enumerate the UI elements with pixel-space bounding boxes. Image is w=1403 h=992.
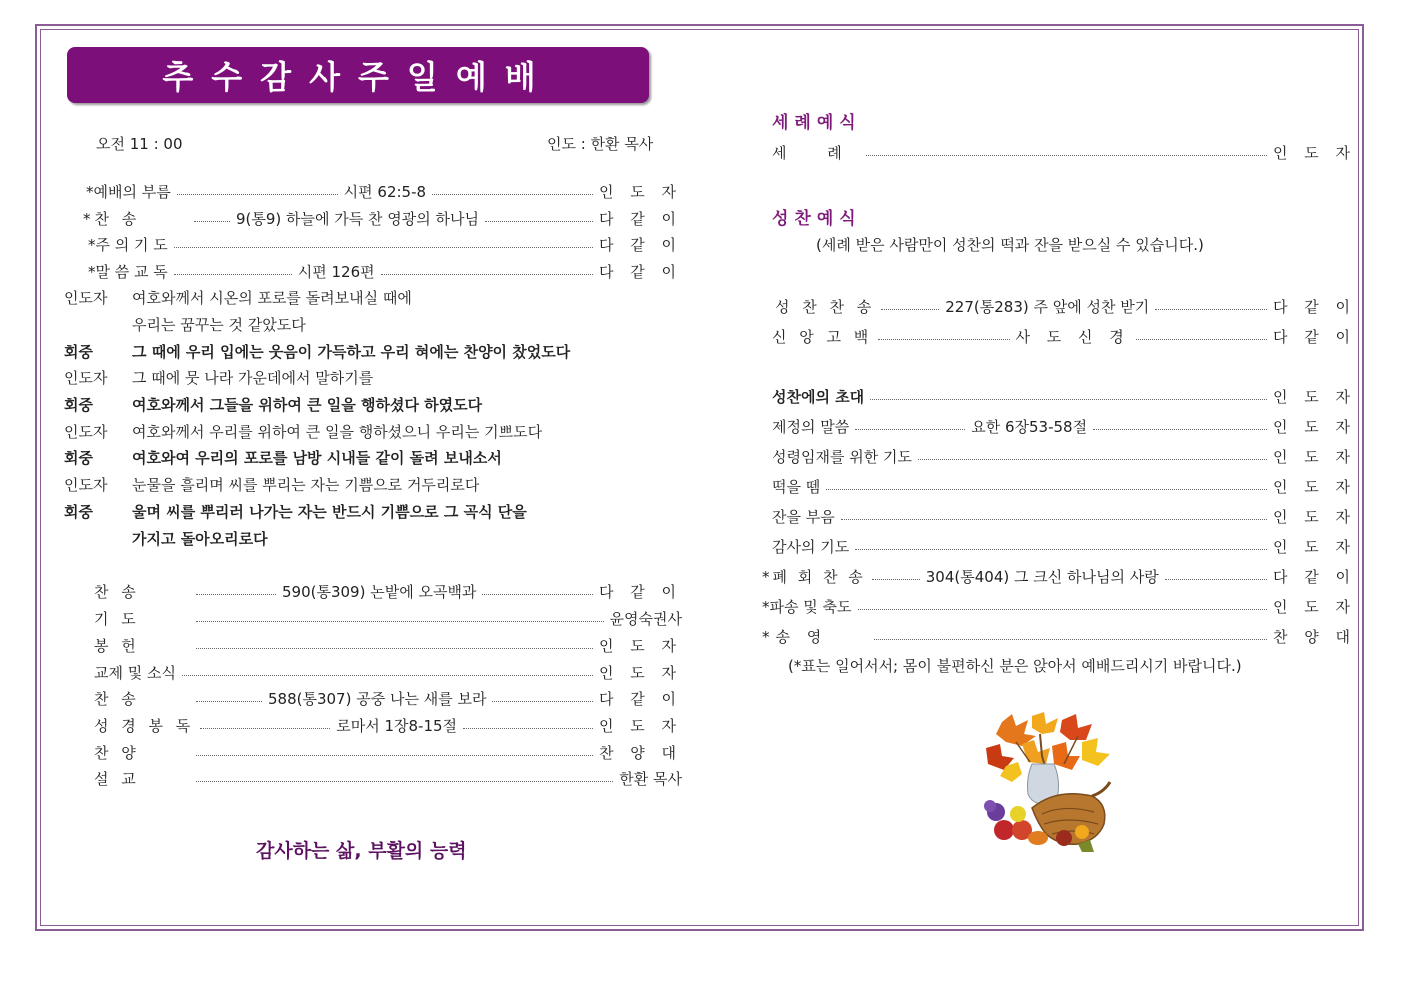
order-item [86,181,682,201]
leader-dots [866,155,1267,156]
communion-note: (세례 받은 사람만이 성찬의 떡과 잔을 받으실 수 있습니다.) [816,236,1204,254]
reading-line: 가지고 돌아오리로다 [132,530,268,548]
order-item [772,536,1356,556]
speaker: 인도자 [64,289,108,307]
leader-dots [855,549,1267,550]
order-detail: 사 도 신 경 [1015,327,1130,346]
order-role: 인 도 자 [1272,537,1356,556]
order-item [94,768,682,788]
leader-dots [870,399,1267,400]
reading-line: 우리는 꿈꾸는 것 같았도다 [132,316,306,334]
leader-dots [196,701,262,702]
order-role: 윤영숙권사 [609,609,682,628]
order-detail: 시편 62:5-8 [343,182,427,201]
order-item [94,715,682,735]
reading-line: 울며 씨를 뿌리러 나가는 자는 반드시 기쁨으로 그 곡식 단을 [132,503,527,521]
order-label: 떡을 뗌 [772,477,821,496]
order-item [94,742,682,762]
order-role: 인 도 자 [598,663,682,682]
order-detail: 요한 6장53-58절 [971,417,1088,436]
order-label: 제정의 말씀 [772,417,850,436]
order-role: 다 같 이 [598,582,682,601]
leader-dots [874,639,1267,640]
baptism-header: 세례예식 [772,113,862,133]
order-label: 교제 및 소식 [94,663,176,682]
speaker: 인도자 [64,423,108,441]
order-label: 잔을 부음 [772,507,835,526]
order-role: 인 도 자 [1272,507,1356,526]
leader-dots [432,194,593,195]
order-item [88,234,682,254]
order-role: 다 같 이 [598,262,682,281]
order-detail: 9(통9) 하늘에 가득 찬 영광의 하나님 [236,209,480,228]
order-item [94,608,682,628]
order-label: 성령임재를 위한 기도 [772,447,912,466]
reading-line: 여호와께서 그들을 위하여 큰 일을 행하셨다 하였도다 [132,396,483,414]
reading-line: 그 때에 뭇 나라 가운데에서 말하기를 [132,369,374,387]
reading-line: 여호와께서 우리를 위하여 큰 일을 행하셨으니 우리는 기쁘도다 [132,423,543,441]
speaker: 인도자 [64,369,108,387]
order-item [772,506,1356,526]
order-item [772,446,1356,466]
order-item [94,581,682,601]
order-detail: 590(통309) 논밭에 오곡백과 [282,582,477,601]
order-label: 찬 양 [94,743,140,762]
leader-dots [463,728,593,729]
service-time: 오전 11 : 00 [96,135,183,153]
order-role: 인 도 자 [1272,477,1356,496]
service-leader: 인도 : 한환 목사 [547,135,654,153]
order-role: 한환 목사 [619,769,682,788]
order-label: 성찬에의 초대 [772,387,865,406]
order-label: *찬 송 [83,209,141,228]
speaker: 인도자 [64,476,108,494]
leader-dots [878,339,1009,340]
leader-dots [881,309,939,310]
leader-dots [196,594,276,595]
leader-dots [196,781,613,782]
order-label: *폐 회 찬 송 [762,567,866,586]
leader-dots [1165,579,1267,580]
order-role: 다 같 이 [598,209,682,228]
leader-dots [200,728,330,729]
order-label: 설 교 [94,769,140,788]
order-item [94,688,682,708]
leader-dots [492,701,593,702]
order-role: 다 같 이 [598,235,682,254]
order-role: 인 도 자 [1272,447,1356,466]
order-item [772,326,1356,346]
reading-line: 여호와여 우리의 포로를 남방 시내들 같이 돌려 보내소서 [132,449,502,467]
order-item [94,635,682,655]
leader-dots [482,594,593,595]
order-label: *말 씀 교 독 [88,262,168,281]
speaker: 회중 [64,343,93,361]
order-role: 다 같 이 [598,689,682,708]
reading-line: 그 때에 우리 입에는 웃음이 가득하고 우리 혀에는 찬양이 찼었도다 [132,343,571,361]
leader-dots [194,221,230,222]
order-role: 인 도 자 [598,716,682,735]
order-label: 세 례 [772,143,860,162]
order-item [83,208,682,228]
order-role: 다 같 이 [1273,327,1357,346]
order-role: 찬 양 대 [598,743,682,762]
reading-line: 여호와께서 시온의 포로를 돌려보내실 때에 [132,289,412,307]
leader-dots [1136,339,1267,340]
leader-dots [1155,309,1267,310]
order-role: 인 도 자 [1272,597,1356,616]
leader-dots [826,489,1267,490]
order-item [772,476,1356,496]
leader-dots [855,429,965,430]
leader-dots [174,274,292,275]
order-label: 신 앙 고 백 [772,327,873,346]
leader-dots [174,247,593,248]
order-role: 인 도 자 [1272,417,1356,436]
leader-dots [196,648,593,649]
order-label: *송 영 [762,627,828,646]
speaker: 회중 [64,449,93,467]
order-label: 성 경 봉 독 [94,716,195,735]
leader-dots [182,675,593,676]
order-role: 찬 양 대 [1272,627,1356,646]
leader-dots [918,459,1267,460]
order-label: 성 찬 찬 송 [775,297,876,316]
leader-dots [841,519,1267,520]
leader-dots [177,194,338,195]
order-detail: 시편 126편 [297,262,375,281]
order-label: 찬 송 [94,582,140,601]
reading-line: 눈물을 흘리며 씨를 뿌리는 자는 기쁨으로 거두리로다 [132,476,480,494]
harvest-cornucopia-illustration [982,712,1114,854]
order-label: *주 의 기 도 [88,235,168,254]
leader-dots [1093,429,1267,430]
order-role: 인 도 자 [1272,143,1356,162]
order-item [94,662,682,682]
order-label: 기 도 [94,609,140,628]
order-item [772,386,1356,406]
order-detail: 로마서 1장8-15절 [336,716,458,735]
order-role: 인 도 자 [598,636,682,655]
order-item [762,626,1356,646]
sermon-title: 감사하는 삶, 부활의 능력 [256,840,467,862]
order-detail: 588(통307) 공중 나는 새를 보라 [268,689,487,708]
order-label: 감사의 기도 [772,537,850,556]
leader-dots [196,755,593,756]
leader-dots [872,579,920,580]
order-detail: 227(통283) 주 앞에 성찬 받기 [945,297,1150,316]
order-item [88,261,682,281]
order-item [772,416,1356,436]
communion-header: 성찬예식 [772,209,862,229]
leader-dots [485,221,593,222]
order-detail: 304(통404) 그 크신 하나님의 사랑 [925,567,1159,586]
order-role: 다 같 이 [1272,297,1356,316]
order-label: 찬 송 [94,689,140,708]
order-role: 다 같 이 [1272,567,1356,586]
order-item [775,296,1356,316]
speaker: 회중 [64,396,93,414]
leader-dots [858,609,1267,610]
speaker: 회중 [64,503,93,521]
leader-dots [381,274,593,275]
order-label: *예배의 부름 [86,182,171,201]
footnote: (*표는 일어서서; 몸이 불편하신 분은 앉아서 예배드리시기 바랍니다.) [788,657,1242,675]
order-role: 인 도 자 [598,182,682,201]
order-label: 봉 헌 [94,636,140,655]
page-title: 추수감사주일예배 [67,47,649,103]
order-item [762,596,1356,616]
order-item [762,566,1356,586]
leader-dots [196,621,604,622]
order-item [772,142,1356,162]
order-label: *파송 및 축도 [762,597,852,616]
order-role: 인 도 자 [1272,387,1356,406]
